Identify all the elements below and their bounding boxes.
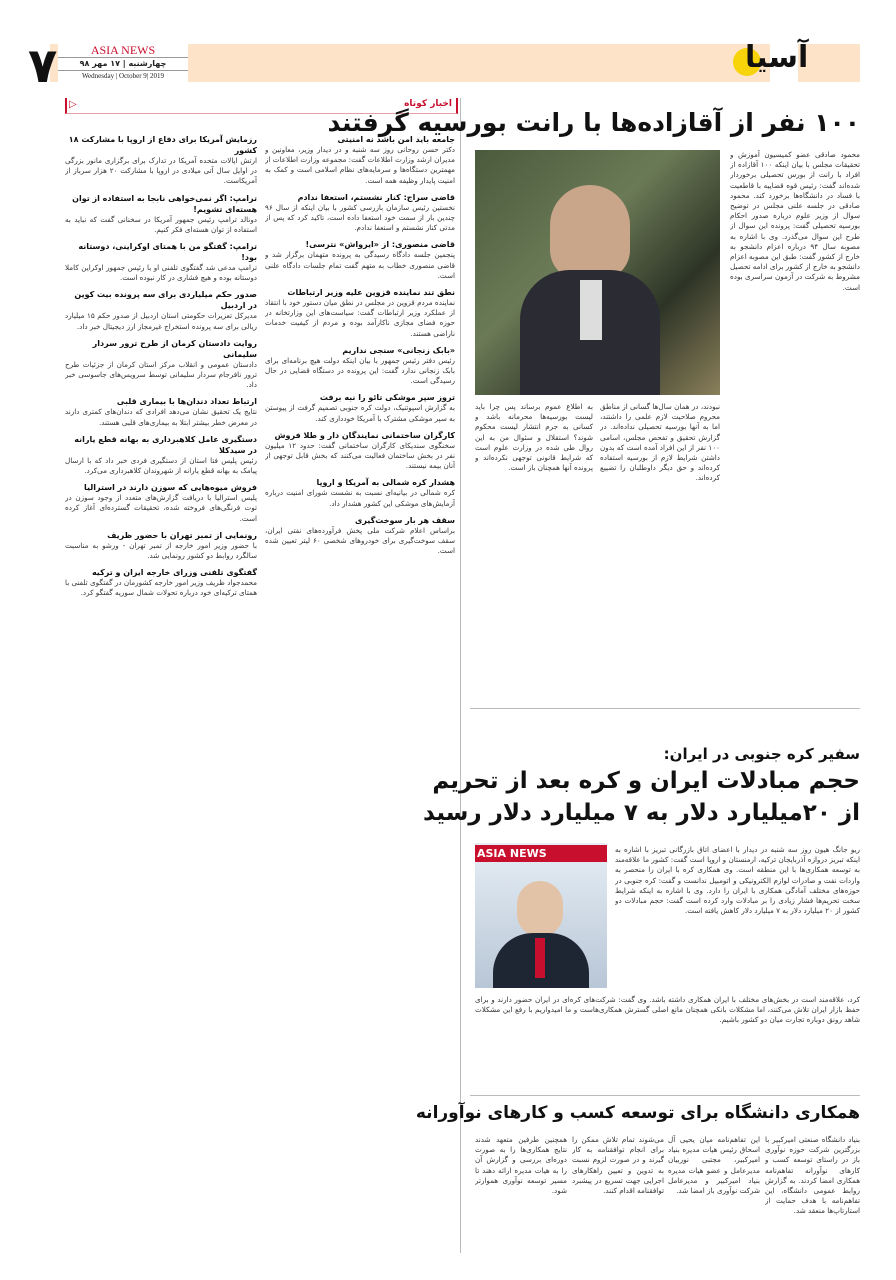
story3-col-1: بنیاد دانشگاه صنعتی امیرکبیر با بزرگترین شرکت حوزه نوآوری باز در راستای توسعه کسب و کارهای نوآورانه تفاهم‌نامه همکاری امضا کردند. به گزارش روابط عمومی دانشگاه، این تفاهم‌نامه با هدف حمایت از استارتاپ‌ها منعقد شد. xyxy=(765,1135,860,1216)
story3-col-4: همچنین طرفین متعهد شدند نتایج همکاری‌ها را به صورت دوره‌ای بررسی و گزارش آن را به هیات مدیره ارائه دهند تا مسیر توسعه نوآوری هموارتر شود. xyxy=(475,1135,567,1196)
story3-col-3: می‌شوند تمام تلاش ممکن را برای انجام توافقنامه به کار گیرند و در صورت لزوم نسبت به تدوین و تعیین راهکارهای اجرایی جهت تسریع در پیشبرد توافقنامه اقدام کنند. xyxy=(572,1135,664,1196)
story2-headline-1: حجم مبادلات ایران و کره بعد از تحریم xyxy=(432,768,860,794)
news-item-text: به گزارش اسپوتنیک، دولت کره جنوبی تصمیم گرفت از پیوستن به سپر موشکی مشترک با آمریکا خودداری کند. xyxy=(265,403,455,423)
news-item-text: نتایج یک تحقیق نشان می‌دهد افرادی که دندان‌های کمتری دارند در معرض خطر بیشتر ابتلا به بیماری‌های قلبی هستند. xyxy=(65,407,257,427)
page-number: ۷ xyxy=(28,38,58,94)
news-item-title: هشدار کره شمالی به آمریکا و اروپا xyxy=(316,478,455,488)
story2-kicker: سفیر کره جنوبی در ایران: xyxy=(663,745,860,763)
news-item-title: جامعه باید امن باشد نه امنیتی xyxy=(337,135,455,144)
news-item-title: فروش میوه‌هایی که سوزن دارند در استرالیا xyxy=(83,483,257,493)
news-item-title: گفتگوی تلفنی وزرای خارجه ایران و ترکیه xyxy=(91,568,257,578)
news-item-title: قاضی سراج: کنار نشستم، استعفا ندادم xyxy=(297,192,455,202)
news-item-title: رزمایش آمریکا برای دفاع از اروپا با مشارکت ۱۸ کشور xyxy=(68,135,257,155)
news-item-title: روایت دادستان کرمان از طرح ترور سردار سلیمانی xyxy=(92,338,257,359)
short-news-column-right xyxy=(265,128,455,1253)
news-item-text: دادستان عمومی و انقلاب مرکز استان کرمان از جزئیات طرح ترور نافرجام سردار سلیمانی توسط سرویس‌های جاسوسی خبر داد. xyxy=(65,359,257,390)
news-item-title: سقف هر بار سوخت‌گیری xyxy=(355,515,455,525)
news-item-text: سخنگوی سندیکای کارگران ساختمانی گفت: حدود ۱۲ میلیون نفر در بخش ساختمان فعالیت می‌کنند که بخش قابل توجهی از آنان بیمه نیستند. xyxy=(265,440,455,471)
date-persian: چهارشنبه | ۱۷ مهر ۹۸ xyxy=(58,58,188,71)
news-item-title: کارگران ساختمانی نمایندگان دار و طلا فروش xyxy=(274,430,455,440)
news-item-title: «بابک زنجانی» سنجی نداریم xyxy=(342,345,455,355)
news-item-text: با حضور وزیر امور خارجه از تمبر تهران - ورشو به مناسبت سالگرد روابط دو کشور رونمایی شد. xyxy=(65,540,257,561)
news-item-title: ترامپ: اگر نمی‌خواهی نابجا به استفاده از توان هسته‌ای تشویم! xyxy=(72,193,257,214)
news-item-text: ارتش ایالات متحده آمریکا در تدارک برای برگزاری مانور بزرگی در اوایل سال آتی میلادی در اروپا با مشارکت ۲۰ هزار سرباز از آمریکاست. xyxy=(65,156,257,186)
story2-headline-2: از ۲۰میلیارد دلار به ۷ میلیارد دلار رسید xyxy=(423,800,860,826)
date-box xyxy=(58,44,188,82)
story1-headline: ۱۰۰ نفر از آقازاده‌ها با رانت بورسیه گرفتند xyxy=(327,108,860,137)
news-item-title: صدور حکم میلیاردی برای سه پرونده بیت کوین در اردبیل xyxy=(74,290,257,311)
story3-col-2: این تفاهم‌نامه میان یحیی آل اسحاق رئیس هیات مدیره بنیاد امیرکبیر، مجتبی نوربیان مدیرعامل و عضو هیات مدیره بنیاد امیرکبیر و مدیرعامل شرکت نوآوری باز امضا شد. xyxy=(668,1135,760,1196)
section-label: اخبار کوتاه xyxy=(404,99,452,109)
story3-headline: همکاری دانشگاه برای توسعه کسب و کارهای نوآورانه xyxy=(415,1103,860,1123)
logo xyxy=(715,40,809,84)
news-item-title: دستگیری عامل کلاهبرداری به بهانه قطع یارانه در سیدکلا xyxy=(74,434,257,455)
story2-photo xyxy=(475,843,607,988)
news-item-text: رئیس دفتر رئیس جمهور با بیان اینکه دولت هیچ برنامه‌ای برای بابک زنجانی ندارد گفت: این پرونده در دستگاه قضایی در حال رسیدگی است. xyxy=(265,355,455,386)
news-item-text: محمدجواد ظریف وزیر امور خارجه کشورمان در گفتگوی تلفنی با همتای ترکیه‌ای خود درباره تحولات شمال سوریه گفتگو کرد. xyxy=(65,578,257,598)
play-icon: ▷ xyxy=(69,99,77,110)
date-english: Wednesday | October 9| 2019 xyxy=(82,72,164,80)
news-item-text: پلیس استرالیا با دریافت گزارش‌های متعدد از وجود سوزن در توت فرنگی‌های فروخته شده، تحقیقات گسترده‌ای آغاز کرده است. xyxy=(65,493,257,523)
news-item-title: قاضی منصوری: از «ایرواش» نترسی! xyxy=(305,240,455,250)
news-item-title: ارتباط تعداد دندان‌ها با بیماری قلبی xyxy=(116,397,257,407)
news-item-text: کره شمالی در بیانیه‌ای نسبت به نشست شورای امنیت درباره آزمایش‌های موشکی این کشور هشدار داد. xyxy=(265,488,455,508)
news-item-text: پنجمین جلسه دادگاه رسیدگی به پرونده متهمان برگزار شد و قاضی منصوری خطاب به متهم گفت تمام جلسات دادگاه علنی است. xyxy=(265,250,455,280)
news-item-text: ترامپ مدعی شد گفتگوی تلفنی او با رئیس جمهور اوکراین کاملا دوستانه بوده و هیچ فشاری در کار نبوده است. xyxy=(65,263,257,283)
news-item-text: نخستین رئیس سازمان بازرسی کشور با بیان اینکه از سال ۹۶ چندین بار از سمت خود استعفا داده است، تاکید کرد که پس از مدتی کنار نشستم و استعفا ندادم. xyxy=(265,202,455,233)
news-item-text: نماینده مردم قزوین در مجلس در نطق میان دستور خود با انتقاد از عملکرد وزیر ارتباطات گفت: سیاست‌های این وزارتخانه در حوزه فضای مجازی ناکارآمد بوده و مردم از کیفیت خدمات ناراضی هستند. xyxy=(265,298,455,338)
photo-banner-text: ASIA NEWS xyxy=(475,845,607,862)
story1-text-2: نبودند، در همان سال‌ها گسانی از مناطق محروم صلاحیت لازم علمی را داشتند، اما به آنها بورسیه تحصیلی نداده‌اند. در گزارش تحقیق و تفحص مجلس، اسامی ۱۰۰ نفر از این افراد آمده است که بدون داشتن شرایط لازم از بورسیه استفاده کرده‌اند و حق دیگر داوطلبان را تضییع کرده‌اند. xyxy=(600,402,720,483)
story2-text-1: ریو جانگ هیون روز سه شنبه در دیدار با اعضای اتاق بازرگانی تبریز با اشاره به اینکه تبریز دروازه آذربایجان ترکیه، ارمنستان و اروپا است گفت: کشور ما علاقه‌مند به توسعه همکاری‌ها با این منطقه است. وی همکاری کره با ایران را منحصر به واردات نفت و صادرات لوازم الکترونیکی و اتومبیل ندانست و گفت: کره جنوبی در حوزه‌های مختلف آمادگی همکاری با ایران را دارد. وی با اشاره به اینکه شرایط سخت تحریم‌ها فشار زیادی را بر مبادلات وارد کرده است گفت: حجم مبادلات دو کشور از ۲۰ میلیارد دلار به ۷ میلیارد دلار کاهش یافته است. xyxy=(615,845,860,916)
divider xyxy=(470,708,860,709)
news-item-text: دونالد ترامپ رئیس جمهور آمریکا در سخنانی گفت که نباید به استفاده از توان هسته‌ای فکر کنیم. xyxy=(65,214,257,234)
story1-text-3: به اطلاع عموم برساند پس چرا باید لیست بورسیه‌ها محرمانه باشد و کسانی به جرم انتشار لیست محکوم شوند؟ استقلال و سئوال من به این روال طی شده در وزارت علوم است که شرایط قانونی توجهی نکرده‌اند و پرونده آنها همچنان باز است. xyxy=(475,402,593,473)
news-item-text: دکتر حسن روحانی روز سه شنبه و در دیدار وزیر، معاونین و مدیران ارشد وزارت اطلاعات گفت: مجموعه وزارت اطلاعات از مهمترین دستگاه‌ها و سرمایه‌های نظام اسلامی است و کمک به امنیت پایدار وظیفه همه است. xyxy=(265,145,455,185)
story1-text-1: محمود صادقی عضو کمیسیون آموزش و تحقیقات مجلس با بیان اینکه ۱۰۰ آقازاده از افراد با رانت از بورس تحصیلی برخوردار شده‌اند گفت: رئیس قوه قضاییه با قاطعیت با فساد در دانشگاه‌ها برخورد کند. محمود صادقی در جلسه علنی مجلس در توضیح سوال از وزیر علوم درباره صدور احکام بورسیه تحصیلی گفت: پرونده این سوال از طرح این سوال می‌گذرد. وی با اشاره به مصوبه سال ۹۴ درباره اعزام دانشجو به خارج از کشور گفت: طبق این مصوبه اعزام دانشجو به خارج از کشور برای ادامه تحصیل مشروط به شرکت در آزمون سراسری بوده است. xyxy=(730,150,860,292)
news-item-text: مدیرکل تعزیرات حکومتی استان اردبیل از صدور حکم ۱۵ میلیارد ریالی برای سه پرونده استخراج غیرمجاز ارز دیجیتال خبر داد. xyxy=(65,311,257,331)
story2-text-2: کرد، علاقه‌مند است در بخش‌های مختلف با ایران همکاری داشته باشد. وی گفت: شرکت‌های کره‌ای در ایران حضور دارند و برای حفظ بازار ایران تلاش می‌کنند، اما مشکلات بانکی همچنان مانع اصلی گسترش همکاری‌هاست و ما امیدواریم با رفع این مشکلات شاهد رونق دوباره تجارت میان دو کشور باشیم. xyxy=(475,995,860,1025)
news-item-title: تروز سپر موشکی تائو را نبه برفت xyxy=(319,393,455,403)
news-item-title: رونمایی از تمبر تهران با حضور ظریف xyxy=(107,530,257,540)
english-name: ASIA NEWS xyxy=(58,44,188,58)
news-item-text: براساس اعلام شرکت ملی پخش فرآورده‌های نفتی ایران، سقف سوخت‌گیری برای خودروهای شخصی ۶۰ لیتر تعیین شده است. xyxy=(265,525,455,556)
story1-photo xyxy=(475,150,720,395)
news-item-title: نطق تند نماینده قزوین علیه وزیر ارتباطات xyxy=(287,288,455,298)
news-item-text: رئیس پلیس فتا استان از دستگیری فردی خبر داد که با ارسال پیامک به بهانه قطع یارانه از شهروندان کلاهبرداری می‌کرد. xyxy=(65,455,257,476)
news-item-title: ترامپ: گفتگو من با همتای اوکراینی، دوستانه بود! xyxy=(78,242,257,263)
column-divider xyxy=(460,98,461,1253)
short-news-column-left xyxy=(65,128,257,1253)
logo-text: آسیا xyxy=(745,40,809,75)
divider xyxy=(470,1095,860,1096)
